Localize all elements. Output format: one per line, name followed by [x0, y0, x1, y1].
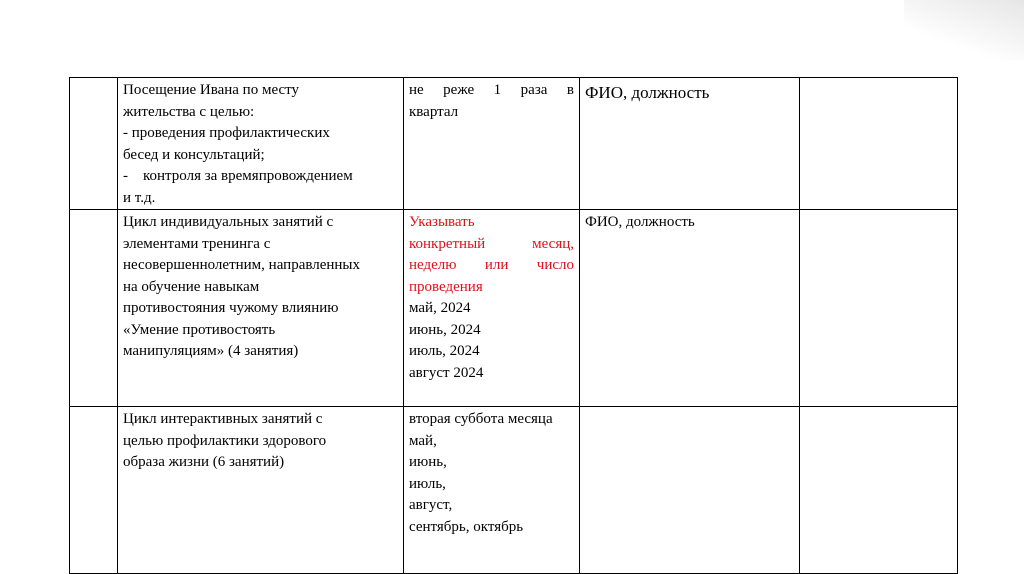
event-cell [118, 78, 404, 210]
timing-cell [404, 210, 580, 407]
event-line: Цикл интерактивных занятий с [123, 411, 323, 427]
table-row [70, 210, 958, 407]
list-dash: - [123, 168, 128, 184]
note-cell [800, 407, 958, 574]
responsible-text: ФИО, должность [585, 214, 695, 230]
timing-line: вторая суббота месяца [409, 411, 553, 427]
event-list-item [123, 166, 398, 188]
event-line: элементами тренинга с [123, 235, 271, 252]
event-line: противостояния чужому влиянию [123, 300, 339, 316]
event-line: «Умение противостоять [123, 321, 276, 338]
event-line: несовершеннолетним, направленных [123, 257, 361, 273]
work-plan-table [69, 77, 958, 574]
timing-line: не реже 1 раза в [409, 82, 574, 98]
responsible-cell [580, 407, 800, 574]
timing-cell [404, 78, 580, 210]
event-line: на обучение навыкам [123, 278, 260, 295]
event-line: целью профилактики здорового [123, 432, 327, 449]
event-line: образа жизни (6 занятий) [123, 454, 285, 470]
timing-instruction-line: неделю или число [409, 257, 574, 273]
timing-line: июнь, [409, 454, 447, 470]
timing-line: май, [409, 432, 437, 449]
event-line: контроля за времяпровождением [143, 168, 353, 184]
event-line: Цикл индивидуальных занятий с [123, 214, 334, 230]
note-cell [800, 210, 958, 407]
timing-line: июль, [409, 475, 446, 492]
timing-line: квартал [409, 103, 459, 120]
timing-line: август 2024 [409, 364, 484, 381]
event-line: манипуляциям» (4 занятия) [123, 343, 299, 359]
timing-line: август, [409, 497, 453, 513]
event-line: бесед и консультаций; [123, 146, 265, 163]
responsible-text: ФИО, должность [585, 83, 710, 102]
event-line: Посещение Ивана по месту [123, 82, 300, 98]
timing-line: июнь, 2024 [409, 321, 481, 338]
timing-instruction-line: Указывать [409, 214, 475, 230]
table-row [70, 78, 958, 210]
event-cell [118, 407, 404, 574]
responsible-cell [580, 78, 800, 210]
timing-instruction-line: конкретный месяц, [409, 235, 574, 252]
timing-line: сентябрь, октябрь [409, 518, 524, 535]
timing-instruction-line: проведения [409, 278, 483, 295]
timing-line: май, 2024 [409, 300, 471, 316]
timing-line: июль, 2024 [409, 343, 480, 359]
event-line: и т.д. [123, 189, 156, 206]
row-number-cell [70, 210, 118, 407]
timing-cell [404, 407, 580, 574]
event-line: жительства с целью: [123, 103, 255, 120]
row-number-cell [70, 407, 118, 574]
responsible-cell [580, 210, 800, 407]
row-number-cell [70, 78, 118, 210]
event-cell [118, 210, 404, 407]
note-cell [800, 78, 958, 210]
table-row [70, 407, 958, 574]
slide-corner-decoration [904, 0, 1024, 60]
event-line: - проведения профилактических [123, 125, 330, 141]
